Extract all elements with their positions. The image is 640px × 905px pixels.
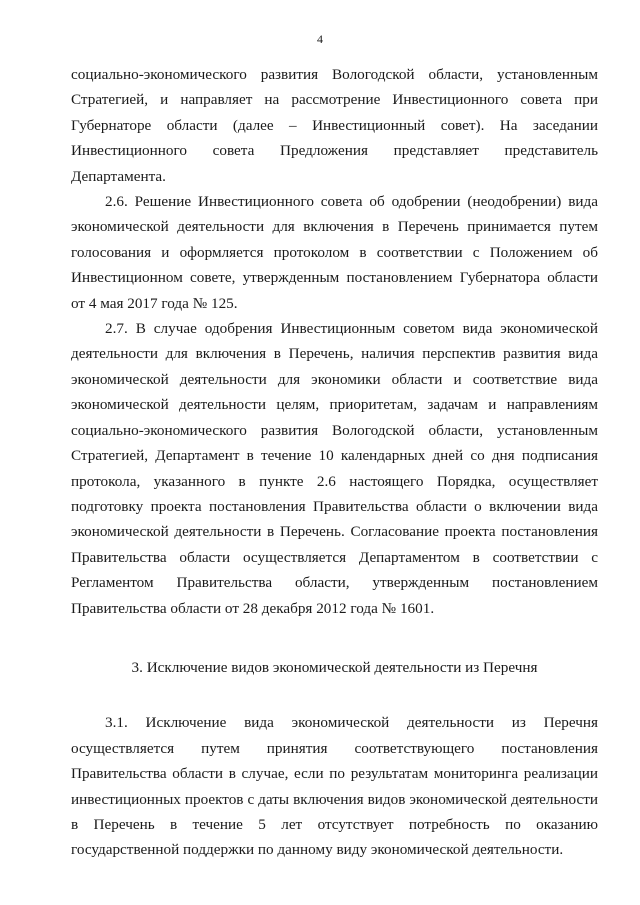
paragraph-2-6: 2.6. Решение Инвестиционного совета об одобрении (неодобрении) вида экономической деятельности для включения в Перечень принимается путем голосования и оформляется протоколом в соответствии с Положением об Инвестиционном совете, утвержденным постановлением Губернатора области от 4 мая 2017 года № 125. [71,193,598,312]
section-heading: 3. Исключение видов экономической деятельности из Перечня [131,658,538,676]
paragraph-continuation: социально-экономического развития Вологодской области, установленным Стратегией, и направляет на рассмотрение Инвестиционного совета при Губернаторе области (далее – Инвестиционный совет). На заседании Инвестиционного совета Предложения представляет представитель Департамента. [71,66,598,185]
page-number: 4 [317,32,323,46]
spacer [71,621,598,655]
paragraph-3-1: 3.1. Исключение вида экономической деятельности из Перечня осуществляется путем принятия соответствующего постановления Правительства области в случае, если по результатам мониторинга реализации инвестиционных проектов с даты включения видов экономической деятельности в Перечень в течение 5 лет отсутствует потребность по оказанию государственной поддержки по данному виду экономической деятельности. [71,714,598,859]
paragraph-2-7: 2.7. В случае одобрения Инвестиционным советом вида экономической деятельности для включения в Перечень, наличия перспектив развития вида экономической деятельности для экономики области и соответствие вида экономической деятельности целям, приоритетам, задачам и направлениям социально-экономического развития Вологодской области, установленным Стратегией, Департамент в течение 10 календарных дней со дня подписания протокола, указанного в пункте 2.6 настоящего Порядка, осуществляет подготовку проекта постановления Правительства области о включении вида экономической деятельности в Перечень. Согласование проекта постановления Правительства области осуществляется Департаментом в соответствии с Регламентом Правительства области, утвержденным постановлением Правительства области от 28 декабря 2012 года № 1601. [71,320,598,617]
document-body [71,62,598,863]
spacer [71,680,598,710]
